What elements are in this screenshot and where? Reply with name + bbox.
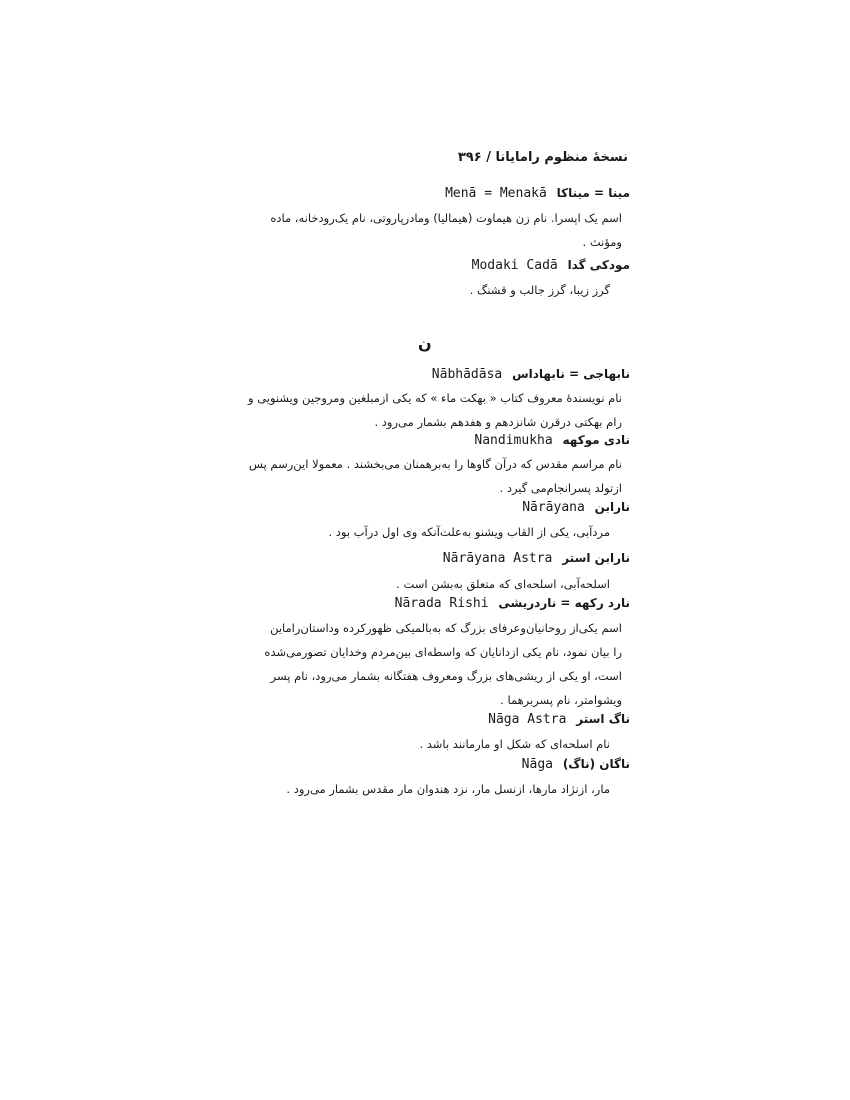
headword-latin: Modaki Cadā <box>471 258 558 273</box>
entry-headword <box>472 258 630 273</box>
headword-persian: نارابن استر <box>562 551 630 565</box>
entry-definition <box>249 452 622 500</box>
headword-persian: مودکی گدا <box>567 258 630 272</box>
entry-definition <box>396 572 610 596</box>
entry-definition <box>286 777 610 801</box>
entry-headword <box>432 367 630 382</box>
headword-persian: ناگ استر <box>576 712 630 726</box>
headword-persian: مینا = میناکا <box>556 186 630 200</box>
definition-line: مار، ازنژاد مارها، ازنسل مار، نزد هندوان مار مقدس بشمار می‌رود . <box>286 782 610 796</box>
definition-line: ازتولد پسرانجام‌می گیرد . <box>499 481 622 495</box>
definition-line: است، او یکی از ریشی‌های بزرگ ومعروف هفتگانه بشمار می‌رود، نام پسر <box>270 669 622 683</box>
entry-headword <box>488 712 630 727</box>
headword-persian: ناگان (ناگ) <box>562 757 630 771</box>
entry-headword <box>522 757 630 772</box>
headword-latin: Nāga <box>521 757 553 772</box>
page-header: نسخهٔ منظوم رامایانا / ۳۹۶ <box>457 150 628 165</box>
entry-headword <box>474 433 630 448</box>
headword-latin: Nārada Rishi <box>394 596 489 611</box>
entry-definition <box>248 386 622 434</box>
headword-latin: Nārāyana Astra <box>442 551 553 566</box>
definition-line: را بیان نمود، نام یکی ازدانایان که واسطه‌ای بین‌مردم وخدایان تصورمی‌شده <box>264 645 622 659</box>
entry-headword <box>445 186 630 201</box>
headword-persian: نابهاجی = نابهاداس <box>512 367 630 381</box>
definition-line: مردآبی، یکی از القاب ویشنو به‌علت‌آنکه وی اول درآب بود . <box>328 525 610 539</box>
section-letter: ن <box>418 334 432 353</box>
entry-definition <box>328 520 610 544</box>
definition-line: نام نویسندهٔ معروف کتاب « بهکت ماء » که یکی ازمبلغین ومروجین ویشنویی و <box>247 391 622 405</box>
definition-line: اسم یکی‌از روحانیان‌وعرفای بزرگ که به‌بالمیکی ظهورکرده وداستان‌راماین <box>270 621 622 635</box>
definition-line: نام اسلحه‌ای که شکل او مارمانند باشد . <box>419 737 610 751</box>
headword-persian: نارابن <box>594 500 630 514</box>
definition-line: اسم یک اپسرا. نام زن هیماوت (هیمالیا) ومادرپاروتی، نام یک‌رودخانه، ماده <box>270 211 622 225</box>
definition-line: نام مراسم مقدس که درآن گاوها را به‌برهمنان می‌بخشند . معمولا این‌رسم پس <box>248 457 622 471</box>
headword-latin: Nandimukha <box>474 433 553 448</box>
definition-line: اسلحه‌آبی، اسلحه‌ای که متعلق به‌بشن است . <box>396 577 610 591</box>
headword-latin: Nāga Astra <box>488 712 567 727</box>
entry-headword <box>522 500 630 515</box>
definition-line: گرز زیبا، گرز جالب و قشنگ . <box>469 283 610 297</box>
entry-definition <box>419 732 610 756</box>
headword-latin: Nārāyana <box>522 500 585 515</box>
entry-definition <box>270 206 622 254</box>
entry-headword <box>443 551 630 566</box>
entry-headword <box>395 596 630 611</box>
definition-line: ومؤنث . <box>582 235 622 249</box>
headword-latin: Nābhādāsa <box>431 367 503 382</box>
entry-definition <box>264 616 622 712</box>
headword-persian: نادی موکهه <box>562 433 630 447</box>
entry-definition <box>470 278 610 302</box>
definition-line: ویشوامتر، نام پسربرهما . <box>500 693 622 707</box>
headword-persian: نارد رکهه = ناردریشی <box>498 596 630 610</box>
definition-line: رام بهکتی درقرن شانزدهم و هفدهم بشمار می‌رود . <box>374 415 622 429</box>
headword-latin: Menā = Menakā <box>445 186 547 201</box>
